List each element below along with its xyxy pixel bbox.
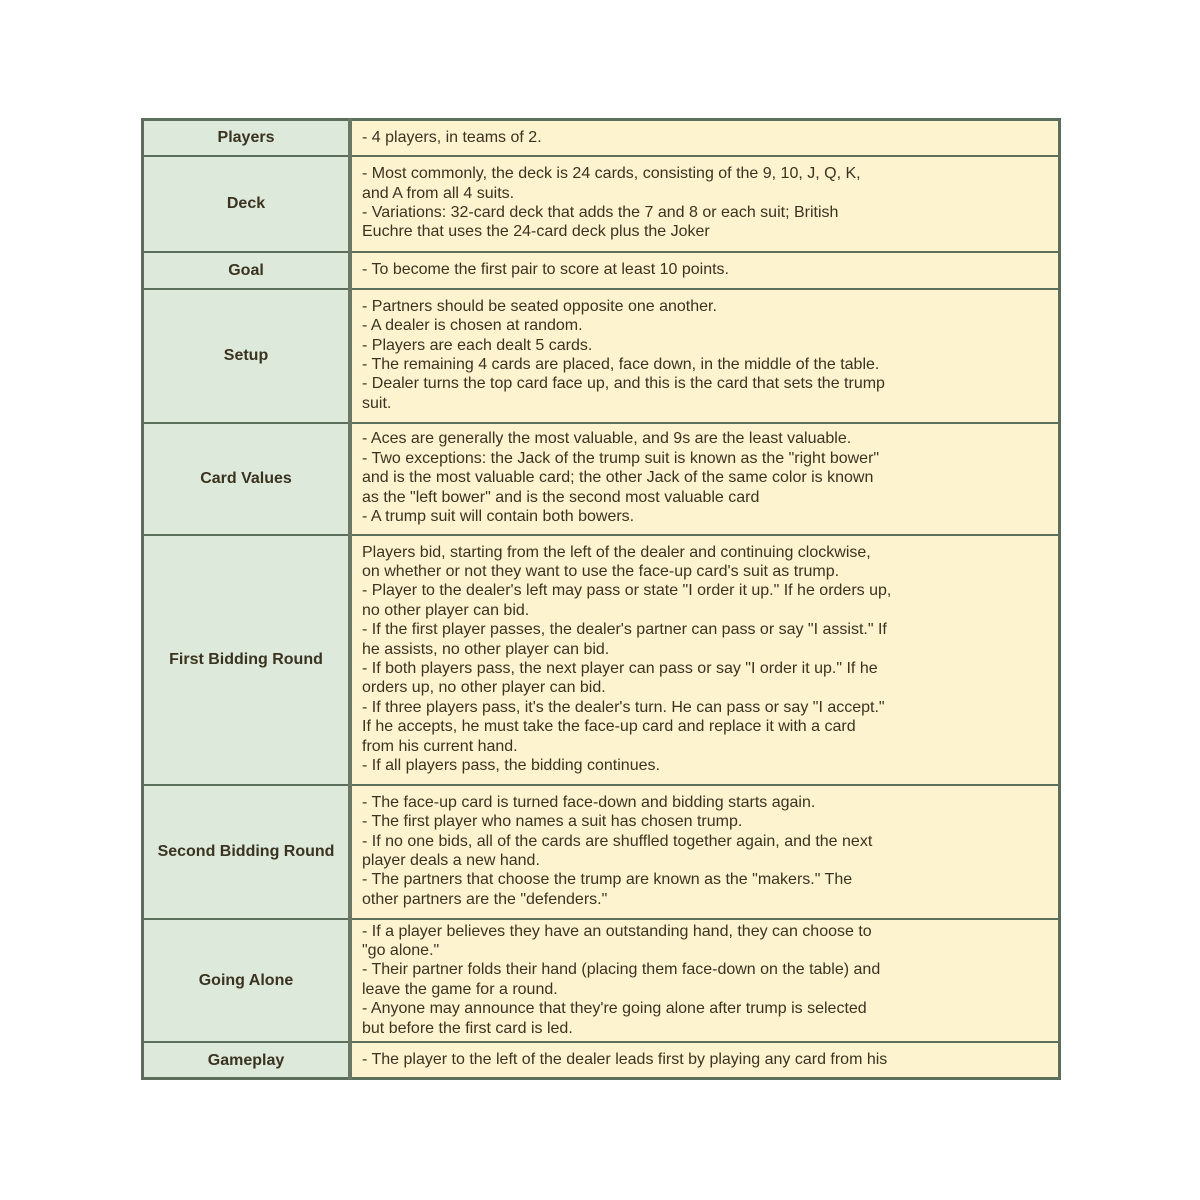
row-label: Deck [143, 156, 351, 252]
table-row [143, 535, 1060, 785]
row-content [350, 156, 1060, 252]
content-line: and A from all 4 suits. [362, 184, 515, 202]
content-line: - Their partner folds their hand (placing them face-down on the table) and [362, 961, 881, 979]
table-row [143, 1042, 1060, 1079]
content-line: on whether or not they want to use the face-up card's suit as trump. [362, 562, 840, 580]
content-line: he assists, no other player can bid. [362, 640, 610, 658]
row-label: Players [143, 120, 351, 156]
row-label: Setup [143, 289, 351, 423]
content-line: - The remaining 4 cards are placed, face down, in the middle of the table. [362, 356, 880, 373]
content-line: leave the game for a round. [362, 980, 558, 998]
content-line: If he accepts, he must take the face-up card and replace it with a card [362, 718, 856, 736]
content-line: orders up, no other player can bid. [362, 679, 606, 697]
row-content [350, 252, 1060, 289]
content-line: - Two exceptions: the Jack of the trump suit is known as the "right bower" [362, 449, 880, 467]
table-row [143, 289, 1060, 423]
content-line: - Anyone may announce that they're going alone after trump is selected [362, 1000, 867, 1018]
content-line: - Aces are generally the most valuable, and 9s are the least valuable. [362, 430, 852, 448]
content-line: "go alone." [362, 941, 440, 959]
content-line: - The player to the left of the dealer leads first by playing any card from his [362, 1050, 888, 1068]
content-line: - 4 players, in teams of 2. [362, 128, 542, 146]
content-line: - If no one bids, all of the cards are shuffled together again, and the next [362, 832, 873, 850]
row-label: Gameplay [143, 1042, 351, 1079]
row-content [350, 120, 1060, 156]
content-line: - Player to the dealer's left may pass or state "I order it up." If he orders up, [362, 582, 892, 600]
content-line: - If both players pass, the next player can pass or say "I order it up." If he [362, 660, 878, 677]
content-line: - The first player who names a suit has chosen trump. [362, 813, 743, 831]
row-label: Goal [143, 252, 351, 289]
content-line: - A trump suit will contain both bowers. [362, 508, 635, 526]
table-row [143, 252, 1060, 289]
table-row [143, 919, 1060, 1042]
content-line: and is the most valuable card; the other Jack of the same color is known [362, 469, 874, 487]
row-label: Going Alone [143, 919, 351, 1042]
content-line: - If three players pass, it's the dealer's turn. He can pass or say "I accept." [362, 698, 885, 716]
row-content [350, 919, 1060, 1042]
content-line: - The face-up card is turned face-down and bidding starts again. [362, 793, 816, 811]
content-line: from his current hand. [362, 737, 518, 755]
content-line: - If all players pass, the bidding continues. [362, 757, 660, 775]
row-content [350, 1042, 1060, 1079]
content-line: - If the first player passes, the dealer's partner can pass or say "I assist." If [362, 621, 887, 639]
table-row [143, 156, 1060, 252]
content-line: Players bid, starting from the left of the dealer and continuing clockwise, [362, 543, 871, 561]
content-line: other partners are the "defenders." [362, 890, 608, 908]
table-row [143, 120, 1060, 156]
content-line: - Partners should be seated opposite one another. [362, 297, 717, 315]
row-content [350, 785, 1060, 919]
row-label: Second Bidding Round [143, 785, 351, 919]
row-content [350, 535, 1060, 785]
content-line: as the "left bower" and is the second most valuable card [362, 488, 760, 506]
content-line: no other player can bid. [362, 601, 530, 619]
content-line: Euchre that uses the 24-card deck plus the Joker [362, 223, 710, 241]
content-line: - Players are each dealt 5 cards. [362, 336, 593, 354]
content-line: - Most commonly, the deck is 24 cards, consisting of the 9, 10, J, Q, K, [362, 165, 861, 183]
row-label: First Bidding Round [143, 535, 351, 785]
euchre-rules-table [141, 118, 1061, 1080]
row-content [350, 423, 1060, 535]
content-line: - Dealer turns the top card face up, and this is the card that sets the trump [362, 375, 885, 393]
content-line: but before the first card is led. [362, 1019, 573, 1037]
row-label: Card Values [143, 423, 351, 535]
row-content [350, 289, 1060, 423]
content-line: - If a player believes they have an outstanding hand, they can choose to [362, 922, 872, 940]
content-line: - The partners that choose the trump are known as the "makers." The [362, 871, 853, 889]
content-line: - To become the first pair to score at least 10 points. [362, 260, 729, 278]
table-row [143, 785, 1060, 919]
content-line: - Variations: 32-card deck that adds the 7 and 8 or each suit; British [362, 204, 839, 221]
table-row [143, 423, 1060, 535]
rules-table-body [143, 120, 1060, 1079]
content-line: player deals a new hand. [362, 852, 540, 869]
content-line: - A dealer is chosen at random. [362, 317, 583, 335]
content-line: suit. [362, 394, 392, 412]
